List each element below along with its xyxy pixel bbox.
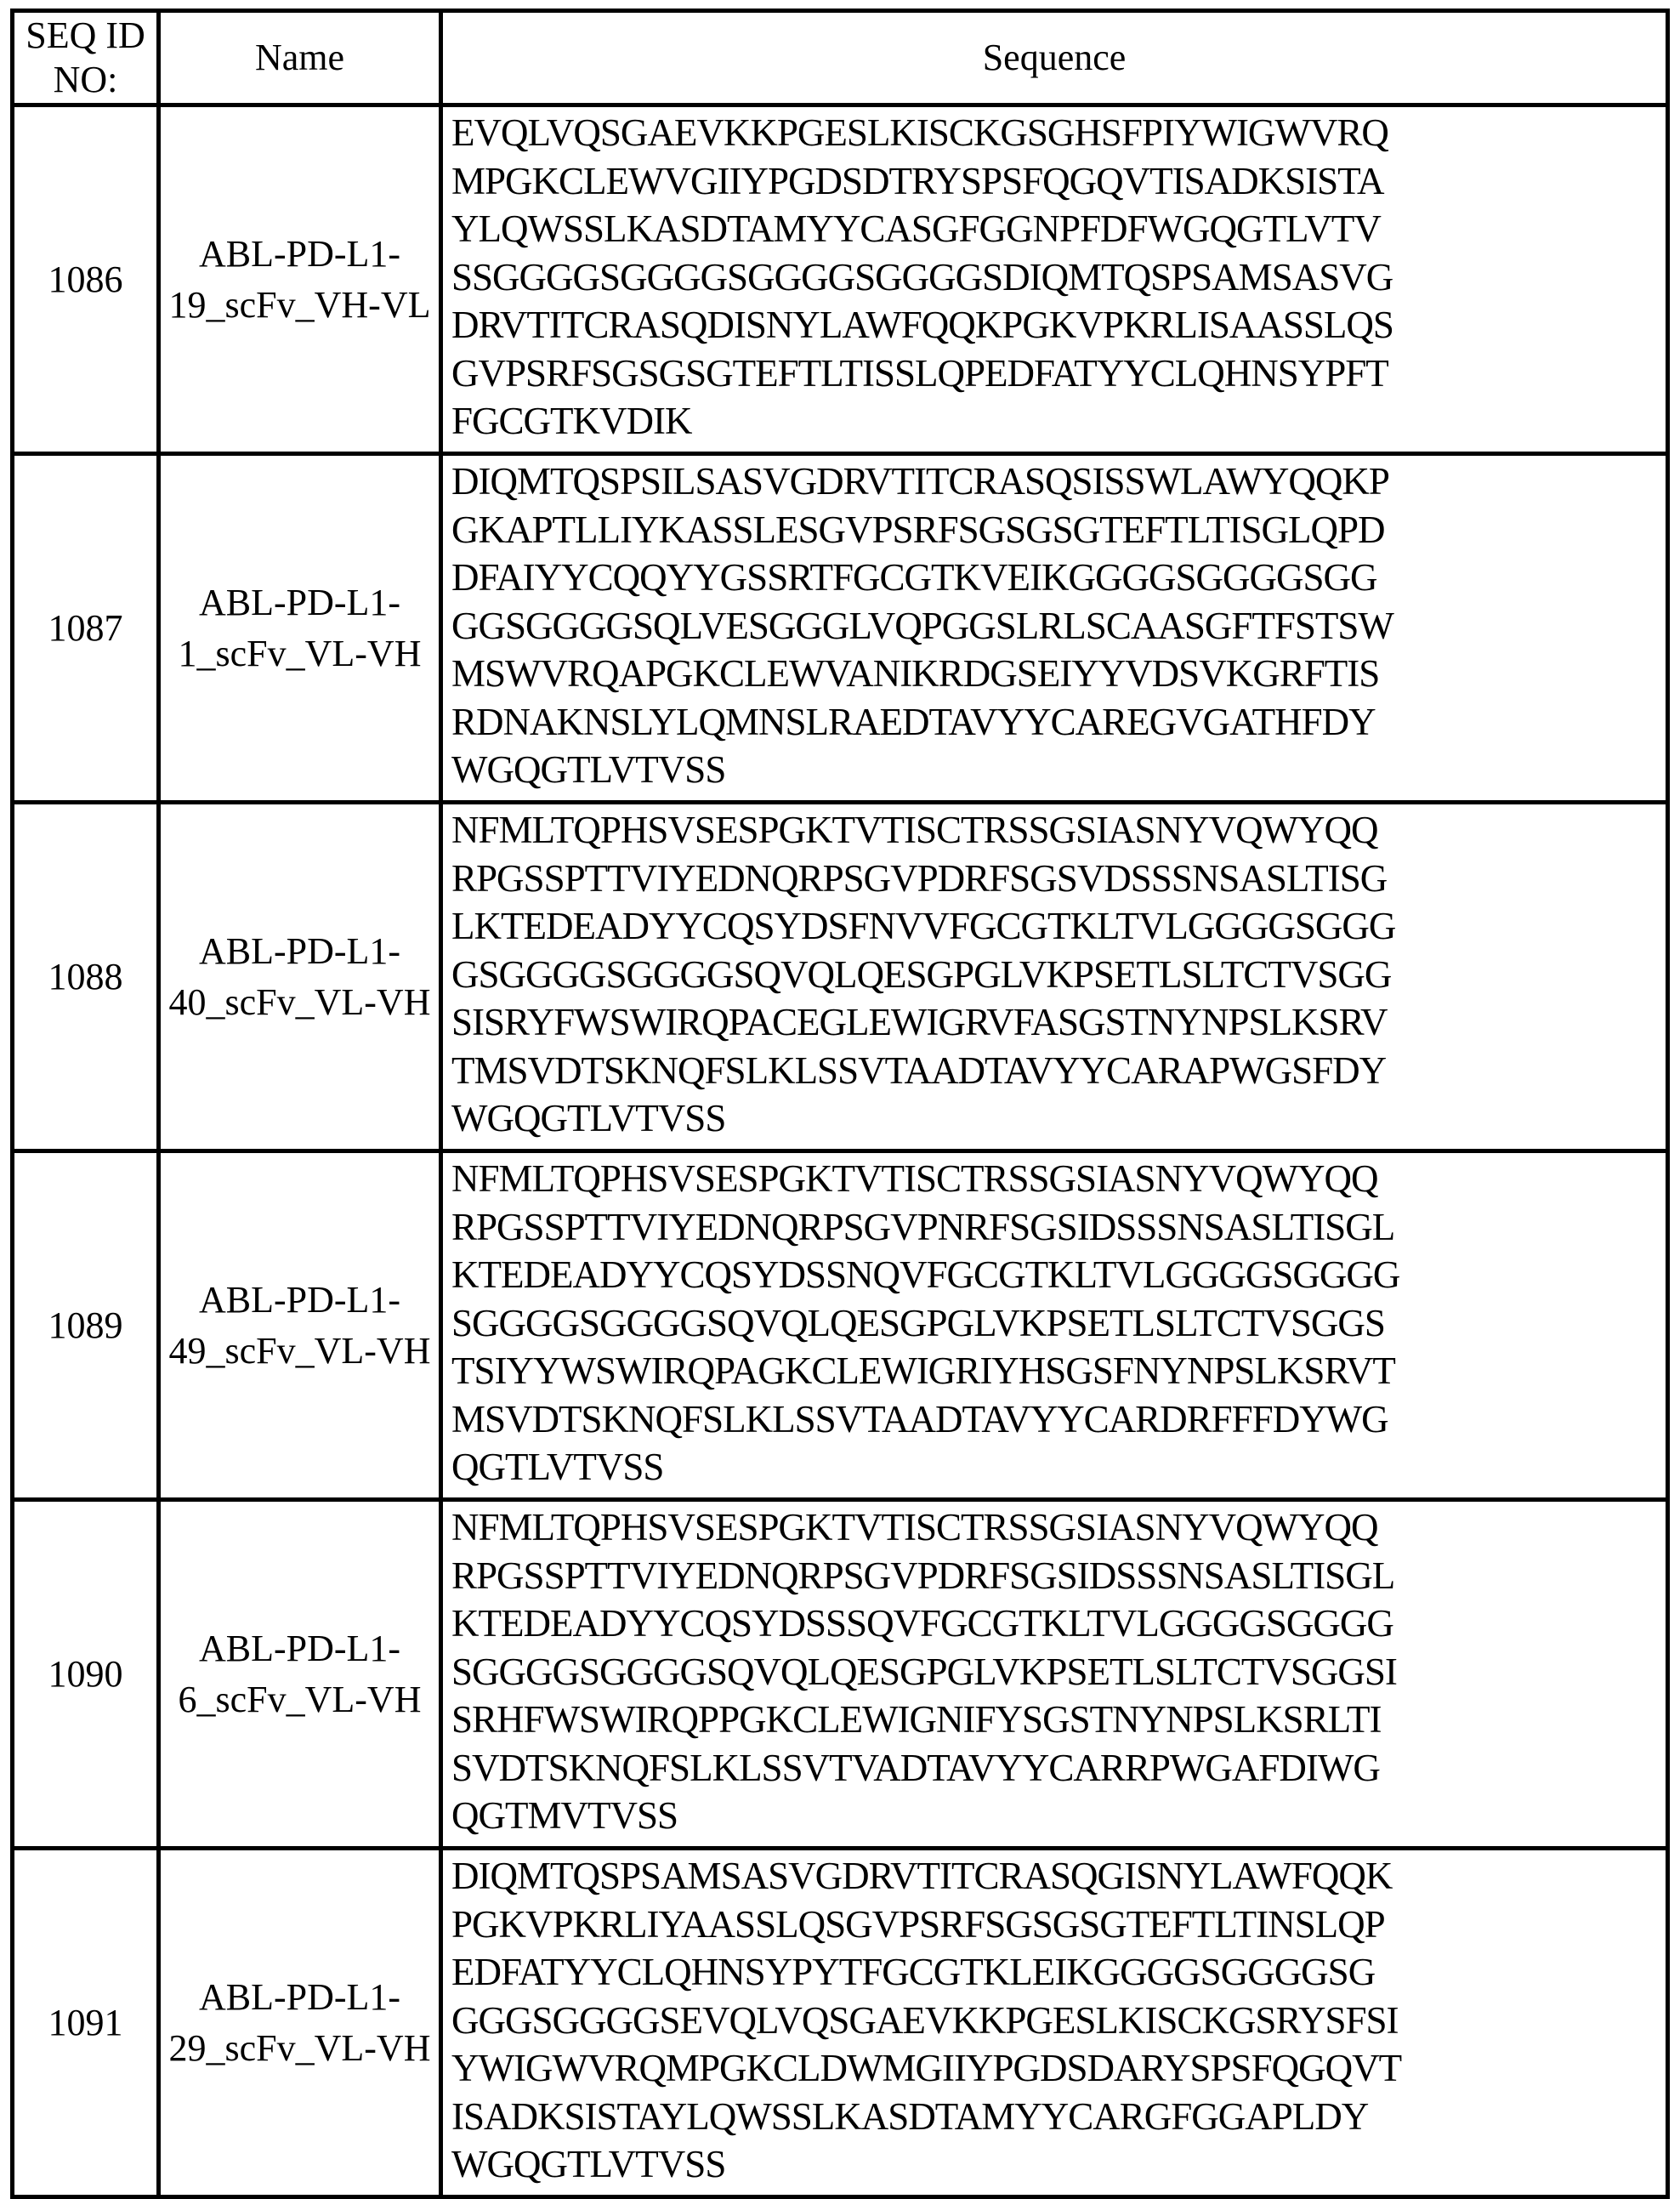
header-name: Name xyxy=(159,11,441,105)
sequence-cell: DIQMTQSPSILSASVGDRVTITCRASQSISSWLAWYQQKP GKAPTLLIYKASSLESGVPSRFSGSGSGTEFTLTISGLQPD DFAIYYCQQYYGSSRTFGCGTKVEIKGGGGSGGGGSGG GGSGGGGSQLVESGGGLVQPGGSLRLSCAASGFTFSTSW MSWVRQAPGKCLEWVANIKRDGSEIYYVDSVKGRFTIS RDNAKNSLYLQMNSLRAEDTAVYYCAREGVGATHFDY WGQGTLVTVSS xyxy=(441,454,1668,803)
seq-id-cell: 1087 xyxy=(13,454,159,803)
name-cell: ABL-PD-L1- 40_scFv_VL-VH xyxy=(159,803,441,1151)
table-row xyxy=(13,803,1668,1151)
sequence-cell: NFMLTQPHSVSESPGKTVTISCTRSSGSIASNYVQWYQQ RPGSSPTTVIYEDNQRPSGVPDRFSGSVDSSSNSASLTISG LKTEDEADYYCQSYDSFNVVFGCGTKLTVLGGGGSGGG GSGGGGSGGGGSQVQLQESGPGLVKPSETLSLTCTVSGG SISRYFWSWIRQPACEGLEWIGRVFASGSTNYNPSLKSRV TMSVDTSKNQFSLKLSSVTAADTAVYYCARAPWGSFDY WGQGTLVTVSS xyxy=(441,803,1668,1151)
header-sequence: Sequence xyxy=(441,11,1668,105)
table-row xyxy=(13,105,1668,454)
name-cell: ABL-PD-L1- 6_scFv_VL-VH xyxy=(159,1500,441,1849)
name-cell: ABL-PD-L1- 19_scFv_VH-VL xyxy=(159,105,441,454)
sequence-cell: EVQLVQSGAEVKKPGESLKISCKGSGHSFPIYWIGWVRQ MPGKCLEWVGIIYPGDSDTRYSPSFQGQVTISADKSISTA YLQWSSLKASDTAMYYCASGFGGNPFDFWGQGTLVTV SSGGGGSGGGGSGGGGSGGGGSDIQMTQSPSAMSASVG DRVTITCRASQDISNYLAWFQQKPGKVPKRLISAASSLQS GVPSRFSGSGSGTEFTLTISSLQPEDFATYYCLQHNSYPFT FGCGTKVDIK xyxy=(441,105,1668,454)
table-row xyxy=(13,1849,1668,2197)
table-row xyxy=(13,1500,1668,1849)
name-cell: ABL-PD-L1- 49_scFv_VL-VH xyxy=(159,1151,441,1500)
header-row xyxy=(13,11,1668,105)
seq-id-cell: 1091 xyxy=(13,1849,159,2197)
sequence-cell: NFMLTQPHSVSESPGKTVTISCTRSSGSIASNYVQWYQQ RPGSSPTTVIYEDNQRPSGVPNRFSGSIDSSSNSASLTISGL KTEDEADYYCQSYDSSNQVFGCGTKLTVLGGGGSGGGG SGGGGSGGGGSQVQLQESGPGLVKPSETLSLTCTVSGGS TSIYYWSWIRQPAGKCLEWIGRIYHSGSFNYNPSLKSRVT MSVDTSKNQFSLKLSSVTAADTAVYYCARDRFFFDYWG QGTLVTVSS xyxy=(441,1151,1668,1500)
seq-id-cell: 1090 xyxy=(13,1500,159,1849)
sequence-cell: DIQMTQSPSAMSASVGDRVTITCRASQGISNYLAWFQQK PGKVPKRLIYAASSLQSGVPSRFSGSGSGTEFTLTINSLQP EDFATYYCLQHNSYPYTFGCGTKLEIKGGGGSGGGGSG GGGSGGGGSEVQLVQSGAEVKKPGESLKISCKGSRYSFSI YWIGWVRQMPGKCLDWMGIIYPGDSDARYSPSFQGQVT ISADKSISTAYLQWSSLKASDTAMYYCARGFGGAPLDY WGQGTLVTVSS xyxy=(441,1849,1668,2197)
header-seq-id: SEQ ID NO: xyxy=(13,11,159,105)
table-row xyxy=(13,1151,1668,1500)
name-cell: ABL-PD-L1- 1_scFv_VL-VH xyxy=(159,454,441,803)
table-row xyxy=(13,454,1668,803)
seq-id-cell: 1089 xyxy=(13,1151,159,1500)
table-header xyxy=(13,11,1668,105)
seq-id-cell: 1086 xyxy=(13,105,159,454)
name-cell: ABL-PD-L1- 29_scFv_VL-VH xyxy=(159,1849,441,2197)
seq-id-cell: 1088 xyxy=(13,803,159,1151)
sequence-cell: NFMLTQPHSVSESPGKTVTISCTRSSGSIASNYVQWYQQ RPGSSPTTVIYEDNQRPSGVPDRFSGSIDSSSNSASLTISGL KTEDEADYYCQSYDSSSQVFGCGTKLTVLGGGGSGGGG SGGGGSGGGGSQVQLQESGPGLVKPSETLSLTCTVSGGSI SRHFWSWIRQPPGKCLEWIGNIFYSGSTNYNPSLKSRLTI SVDTSKNQFSLKLSSVTVADTAVYYCARRPWGAFDIWG QGTMVTVSS xyxy=(441,1500,1668,1849)
sequence-table xyxy=(10,9,1670,2199)
